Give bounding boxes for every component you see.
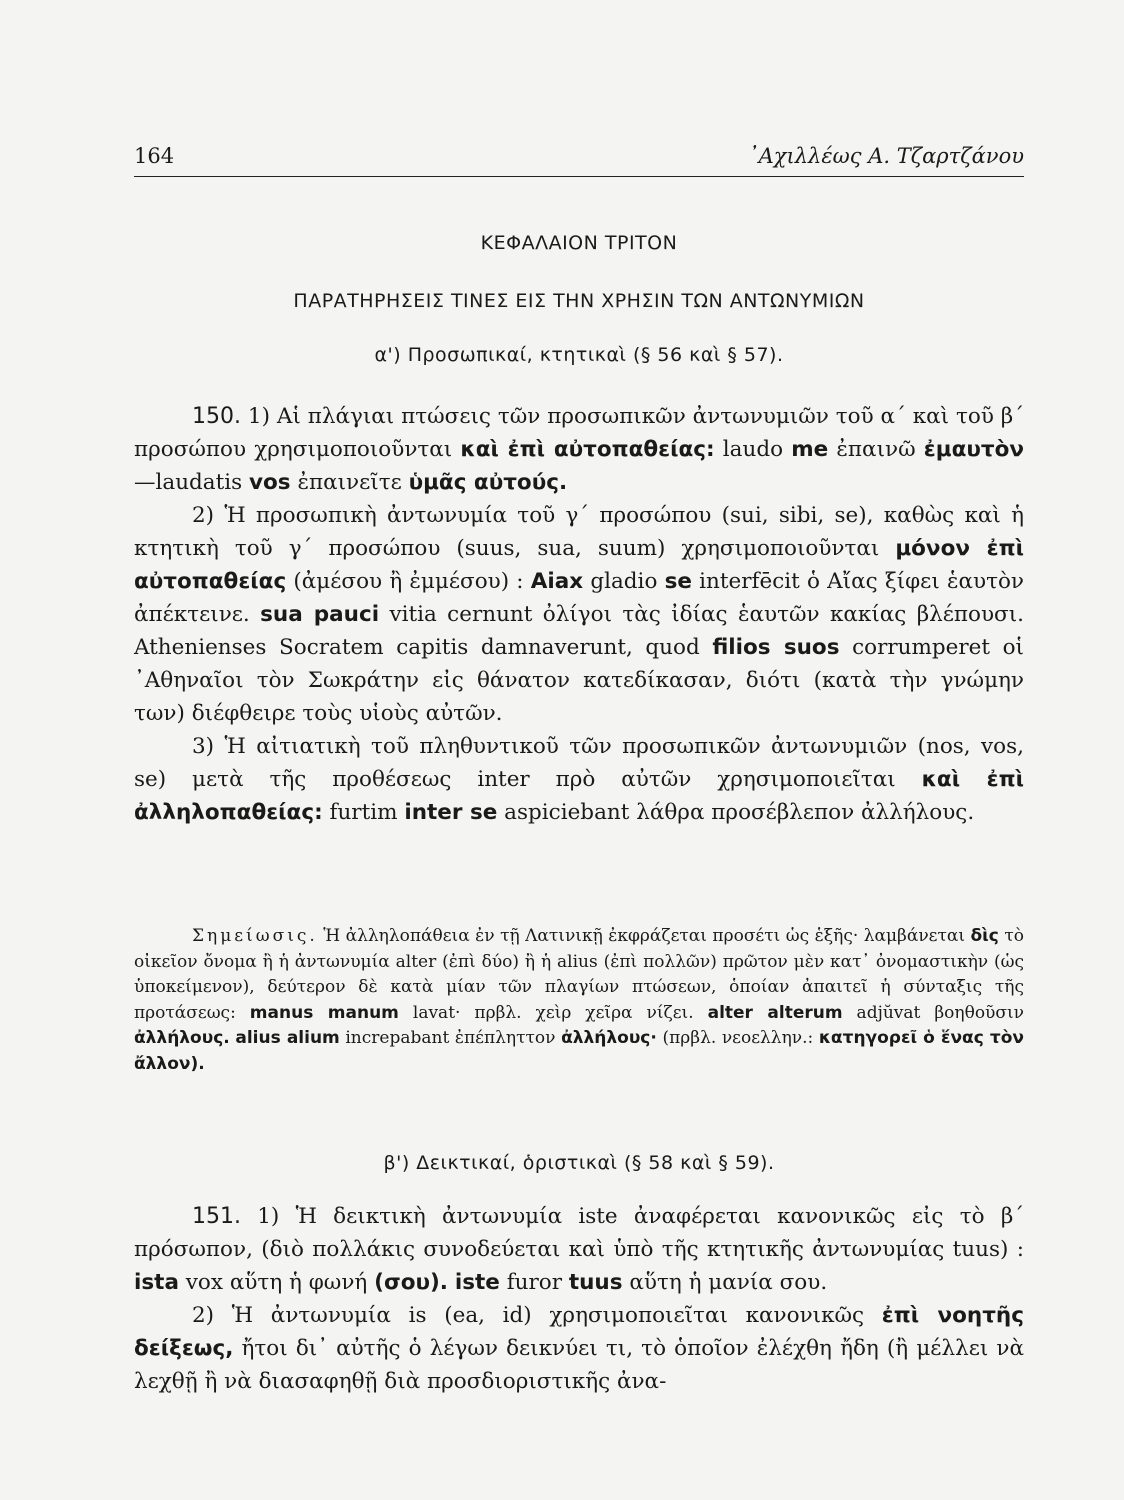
section-number: 151. [192,1204,241,1229]
section-number: 150. [192,404,241,429]
paragraph-150-1: 150. 1) Αἱ πλάγιαι πτώσεις τῶν προσωπικῶν ἀντωνυμιῶν τοῦ α΄ καὶ τοῦ β΄ προσώπου χρησιμοποιοῦνται καὶ ἐπὶ αὐτοπαθείας: laudo me ἐπαινῶ ἐμαυτὸν—laudatis vos ἐπαινεῖτε ὑμᾶς αὐτούς. [134,404,1024,495]
page-number: 164 [134,144,175,168]
paragraph-150-3: 3) Ἡ αἰτιατικὴ τοῦ πληθυντικοῦ τῶν προσωπικῶν ἀντωνυμιῶν (nos, vos, se) μετὰ τῆς προθέσεως inter πρὸ αὐτῶν χρησιμοποιεῖται καὶ ἐπὶ ἀλληλοπαθείας: furtim inter se aspiciebant λάθρα προσέβλεπον ἀλλήλους. [134,734,1024,825]
section-150 [134,400,1024,829]
paragraph-151-1: 151. 1) Ἡ δεικτικὴ ἀντωνυμία iste ἀναφέρεται κανονικῶς εἰς τὸ β΄ πρόσωπον, (διὸ πολλάκις συνοδεύεται καὶ ὑπὸ τῆς κτητικῆς ἀντωνυμίας tuus) : ista vox αὕτη ἡ φωνή (σου). iste furor tuus αὕτη ἡ μανία σου. [134,1204,1024,1295]
note-paragraph: Σημείωσις. Ἡ ἀλληλοπάθεια ἐν τῇ Λατινικῇ ἐκφράζεται προσέτι ὡς ἑξῆς· λαμβάνεται δὶς τὸ οἰκεῖον ὄνομα ἢ ἡ ἀντωνυμία alter (ἐπὶ δύο) ἢ ἡ alius (ἐπὶ πολλῶν) πρῶτον μὲν κατ᾿ ὀνομαστικὴν (ὡς ὑποκείμενον), δεύτερον δὲ κατὰ μίαν τῶν πλαγίων πτώσεων, ὁποίαν ἀπαιτεῖ ἡ σύνταξις τῆς προτάσεως: manus manum lavat· πρβλ. χεὶρ χεῖρα νίζει. alter alterum adjŭvat βοηθοῦσιν ἀλλήλους. alius alium increpabant ἐπέπληττον ἀλλήλους· (πρβλ. νεοελλην.: κατηγορεῖ ὁ ἕνας τὸν ἄλλον). [134,926,1025,1074]
subsection-heading-b: β') Δεικτικαί, ὁριστικαὶ (§ 58 καὶ § 59). [383,1152,775,1174]
subsection-heading-a: α') Προσωπικαί, κτητικαὶ (§ 56 καὶ § 57). [374,344,784,366]
paragraph-151-2: 2) Ἡ ἀντωνυμία is (ea, id) χρησιμοποιεῖται κανονικῶς ἐπὶ νοητῆς δείξεως, ἤτοι δι᾿ αὐτῆς ὁ λέγων δεικνύει τι, τὸ ὁποῖον ἐλέχθη ἤδη (ἢ μέλλει νὰ λεχθῇ ἢ νὰ διασαφηθῇ διὰ προσδιοριστικῆς ἀνα- [134,1303,1024,1394]
chapter-title: ΚΕΦΑΛΑΙΟΝ ΤΡΙΤΟΝ [480,232,678,254]
paragraph-150-2: 2) Ἡ προσωπικὴ ἀντωνυμία τοῦ γ΄ προσώπου (sui, sibi, se), καθὼς καὶ ἡ κτητικὴ τοῦ γ΄ προσώπου (suus, sua, suum) χρησιμοποιοῦνται μόνον ἐπὶ αὐτοπαθείας (ἀμέσου ἢ ἐμμέσου) : Aiax gladio se interfēcit ὁ Αἴας ξίφει ἑαυτὸν ἀπέκτεινε. sua pauci vitia cernunt ὀλίγοι τὰς ἰδίας ἑαυτῶν κακίας βλέπουσι. Athenienses Socratem capitis damnaverunt, quod filios suos corrumperet οἱ ᾿Αθηναῖοι τὸν Σωκράτην εἰς θάνατον κατεδίκασαν, διότι (κατὰ τὴν γνώμην των) διέφθειρε τοὺς υἱοὺς αὐτῶν. [134,503,1024,726]
running-header [134,142,1024,177]
section-151 [134,1200,1024,1398]
note-label: Σημείωσις. [192,926,318,946]
note-block [134,924,1024,1077]
chapter-subtitle: ΠΑΡΑΤΗΡΗΣΕΙΣ ΤΙΝΕΣ ΕΙΣ ΤΗΝ ΧΡΗΣΙΝ ΤΩΝ ΑΝΤΩΝΥΜΙΩΝ [293,290,865,312]
running-head-author: ᾿Αχιλλέως Α. Τζαρτζάνου [748,144,1024,168]
